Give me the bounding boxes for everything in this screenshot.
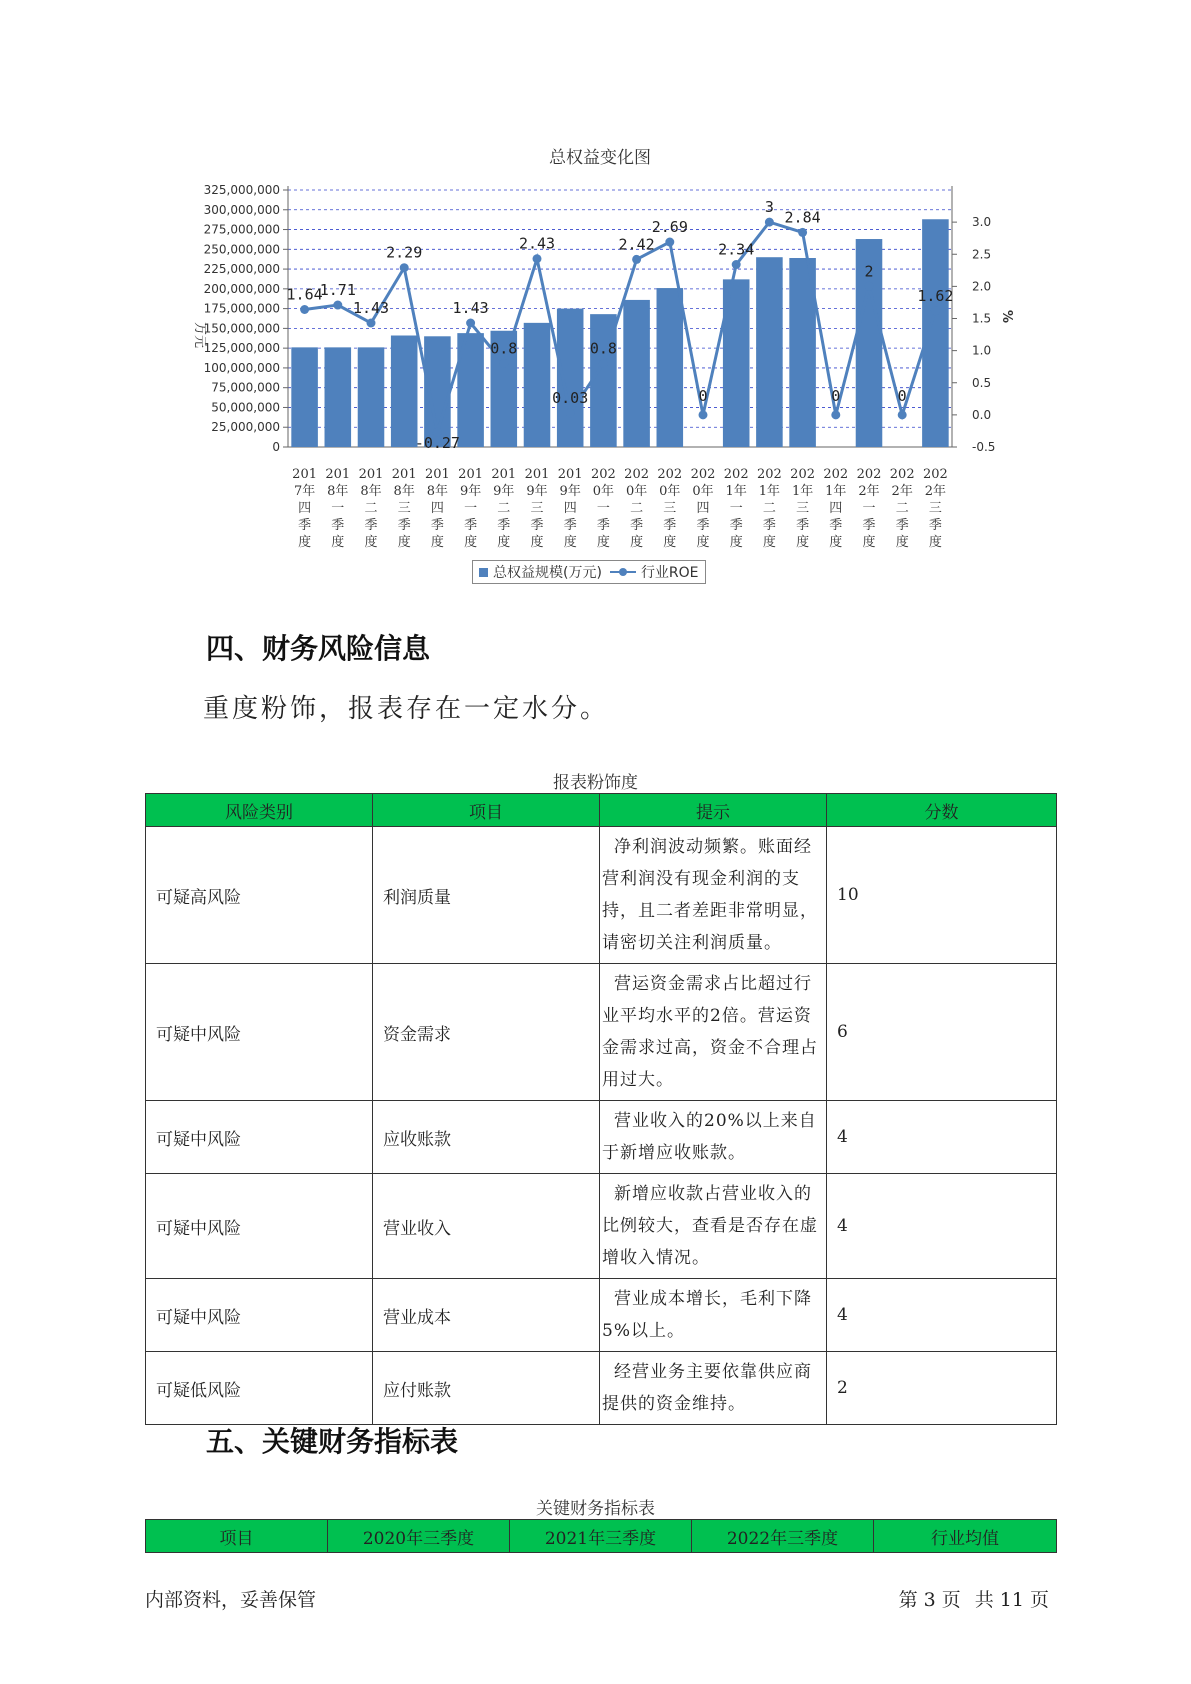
x-tick-label: 一 <box>729 501 743 516</box>
roe-point <box>765 218 774 227</box>
x-tick-label: 度 <box>630 535 644 550</box>
x-tick-label: 二 <box>630 501 644 516</box>
header-metric-item: 项目 <box>146 1520 328 1553</box>
roe-data-label: 2.34 <box>718 240 755 259</box>
section5-heading: 五、关键财务指标表 <box>206 1425 459 1458</box>
risk-score: 4 <box>827 1101 1057 1174</box>
metrics-table-header <box>146 1520 1057 1553</box>
x-tick-label: 季 <box>928 518 942 533</box>
x-tick-label: 201 <box>325 467 351 482</box>
x-tick-label: 度 <box>397 535 411 550</box>
roe-point <box>699 410 708 419</box>
x-tick-label: 四 <box>696 501 710 516</box>
x-tick-label: 201 <box>524 467 550 482</box>
x-tick-label: 201 <box>557 467 583 482</box>
x-tick-label: 1年 <box>825 484 847 499</box>
bar <box>391 336 418 447</box>
x-tick-label: 201 <box>491 467 517 482</box>
roe-data-label: 0 <box>698 386 708 405</box>
risk-category: 可疑中风险 <box>146 1174 373 1279</box>
x-tick-label: 201 <box>424 467 450 482</box>
risk-hint: 新增应收款占营业收入的比例较大，查看是否存在虚增收入情况。 <box>600 1174 827 1279</box>
x-tick-label: 一 <box>331 501 345 516</box>
x-tick-label: 202 <box>657 467 683 482</box>
x-tick-label: 202 <box>922 467 948 482</box>
left-axis-label: 万元 <box>192 322 207 349</box>
x-tick-label: 2年 <box>858 484 880 499</box>
left-tick-label: 0 <box>272 440 280 454</box>
x-tick-label: 四 <box>298 501 312 516</box>
x-tick-label: 度 <box>563 535 577 550</box>
footer-pagination <box>899 1585 1049 1612</box>
x-tick-label: 度 <box>696 535 710 550</box>
section4-heading: 四、财务风险信息 <box>206 632 431 665</box>
x-tick-label: 2年 <box>924 484 947 499</box>
legend-bar-label: 总权益规模(万元) <box>493 565 602 581</box>
risk-item: 利润质量 <box>373 827 600 964</box>
x-tick-label: 度 <box>762 535 776 550</box>
roe-point <box>831 410 840 419</box>
table-row <box>146 1352 1057 1425</box>
roe-data-label: 2.29 <box>386 243 423 262</box>
x-tick-label: 季 <box>497 518 511 533</box>
x-tick-label: 度 <box>331 535 345 550</box>
x-tick-label: 度 <box>862 535 876 550</box>
roe-point <box>367 318 376 327</box>
x-tick-label: 201 <box>358 467 384 482</box>
roe-point <box>931 306 940 315</box>
risk-item: 资金需求 <box>373 964 600 1101</box>
x-tick-label: 四 <box>430 501 444 516</box>
right-axis-label: % <box>999 310 1014 324</box>
x-tick-label: 季 <box>796 518 810 533</box>
roe-point <box>632 255 641 264</box>
risk-score: 2 <box>827 1352 1057 1425</box>
x-tick-label: 度 <box>364 535 378 550</box>
roe-data-label: 0 <box>897 386 907 405</box>
x-tick-label: 二 <box>497 501 511 516</box>
header-2022q3: 2022年三季度 <box>692 1520 874 1553</box>
legend-line-swatch <box>610 567 636 577</box>
right-tick-label: 3.0 <box>972 215 992 230</box>
header-score: 分数 <box>827 794 1057 827</box>
x-tick-label: 季 <box>364 518 378 533</box>
risk-item: 营业收入 <box>373 1174 600 1279</box>
roe-data-label: 0 <box>831 386 841 405</box>
x-tick-label: 二 <box>364 501 378 516</box>
roe-data-label: 1.43 <box>352 298 390 317</box>
footer-confidential: 内部资料，妥善保管 <box>145 1589 317 1611</box>
risk-category: 可疑中风险 <box>146 1279 373 1352</box>
x-tick-label: 一 <box>862 501 876 516</box>
x-tick-label: 季 <box>464 518 478 533</box>
footer-page: 第 3 页 <box>898 1589 961 1611</box>
header-item: 项目 <box>373 794 600 827</box>
bar <box>291 347 318 447</box>
x-tick-label: 季 <box>729 518 743 533</box>
x-tick-label: 三 <box>530 501 544 516</box>
roe-point <box>665 238 674 247</box>
x-tick-label: 二 <box>895 501 909 516</box>
bar <box>756 257 783 447</box>
x-tick-label: 8年 <box>426 484 449 499</box>
x-tick-label: 三 <box>796 501 810 516</box>
roe-data-label: 1.62 <box>917 286 954 305</box>
roe-point <box>865 282 874 291</box>
x-tick-label: 度 <box>464 535 478 550</box>
roe-point <box>533 254 542 263</box>
risk-score: 6 <box>827 964 1057 1101</box>
header-2020q3: 2020年三季度 <box>328 1520 510 1553</box>
risk-score: 4 <box>827 1174 1057 1279</box>
risk-item: 营业成本 <box>373 1279 600 1352</box>
roe-data-label: 0.8 <box>490 339 518 358</box>
roe-data-label: 2.42 <box>618 235 655 254</box>
roe-data-label: 0.8 <box>589 339 617 358</box>
roe-data-label: -0.27 <box>414 434 460 453</box>
right-tick-label: 1.0 <box>972 343 992 358</box>
right-tick-label: 0.5 <box>972 375 992 390</box>
x-tick-label: 度 <box>596 535 610 550</box>
left-tick-label: 225,000,000 <box>203 262 280 277</box>
roe-point <box>333 301 342 310</box>
table-row <box>146 1174 1057 1279</box>
x-tick-label: 四 <box>829 501 843 516</box>
x-tick-label: 季 <box>762 518 776 533</box>
header-industry-avg: 行业均值 <box>874 1520 1057 1553</box>
roe-point <box>400 263 409 272</box>
risk-score: 4 <box>827 1279 1057 1352</box>
risk-table <box>145 793 1057 1425</box>
roe-point <box>732 260 741 269</box>
risk-hint: 净利润波动频繁。账面经营利润没有现金利润的支持，且二者差距非常明显，请密切关注利润质量。 <box>600 827 827 964</box>
metrics-table-caption: 关键财务指标表 <box>536 1499 655 1519</box>
roe-point <box>300 305 309 314</box>
x-tick-label: 一 <box>596 501 610 516</box>
roe-data-label: 2.43 <box>518 234 556 253</box>
x-tick-label: 7年 <box>293 484 316 499</box>
risk-category: 可疑高风险 <box>146 827 373 964</box>
x-tick-label: 度 <box>298 535 312 550</box>
x-tick-label: 季 <box>397 518 411 533</box>
roe-point <box>566 408 575 417</box>
x-tick-label: 9年 <box>459 484 482 499</box>
footer-total: 共 11 页 <box>974 1589 1049 1611</box>
left-tick-label: 75,000,000 <box>211 380 280 395</box>
chart-title: 总权益变化图 <box>549 148 651 168</box>
x-tick-label: 2年 <box>891 484 913 499</box>
roe-point <box>599 359 608 368</box>
table-row <box>146 1279 1057 1352</box>
roe-point <box>798 228 807 237</box>
equity-chart <box>0 0 1191 560</box>
x-tick-label: 201 <box>292 467 318 482</box>
risk-category: 可疑中风险 <box>146 964 373 1101</box>
x-tick-label: 度 <box>530 535 544 550</box>
x-tick-label: 9年 <box>526 484 548 499</box>
right-tick-label: 1.5 <box>972 311 992 326</box>
roe-data-label: 2.69 <box>651 218 688 237</box>
x-tick-label: 201 <box>391 467 417 482</box>
risk-table-caption: 报表粉饰度 <box>553 773 638 793</box>
risk-category: 可疑中风险 <box>146 1101 373 1174</box>
x-tick-label: 202 <box>856 467 882 482</box>
x-tick-label: 1年 <box>758 484 781 499</box>
x-tick-label: 度 <box>729 535 743 550</box>
x-tick-label: 度 <box>928 535 942 550</box>
x-tick-label: 0年 <box>625 484 648 499</box>
left-tick-label: 275,000,000 <box>203 222 280 237</box>
left-tick-label: 25,000,000 <box>211 420 280 435</box>
x-tick-label: 9年 <box>559 484 581 499</box>
x-tick-label: 二 <box>762 501 776 516</box>
risk-item: 应付账款 <box>373 1352 600 1425</box>
left-tick-label: 325,000,000 <box>203 183 280 197</box>
left-tick-label: 100,000,000 <box>203 360 280 375</box>
x-tick-label: 度 <box>796 535 810 550</box>
right-tick-label: 0.0 <box>972 407 992 422</box>
risk-hint: 经营业务主要依靠供应商提供的资金维持。 <box>600 1352 827 1425</box>
left-tick-label: 125,000,000 <box>203 341 280 356</box>
x-tick-label: 度 <box>895 535 909 550</box>
right-tick-label: -0.5 <box>972 440 996 454</box>
roe-data-label: 0.03 <box>552 388 589 407</box>
x-tick-label: 季 <box>331 518 345 533</box>
x-tick-label: 度 <box>663 535 677 550</box>
x-tick-label: 9年 <box>493 484 515 499</box>
bar <box>657 288 684 447</box>
x-tick-label: 一 <box>464 501 478 516</box>
risk-hint: 营运资金需求占比超过行业平均水平的2倍。营运资金需求过高，资金不合理占用过大。 <box>600 964 827 1101</box>
chart-legend <box>472 560 706 584</box>
roe-data-label: 1.43 <box>452 298 489 317</box>
x-tick-label: 201 <box>458 467 484 482</box>
table-row <box>146 964 1057 1101</box>
x-tick-label: 1年 <box>791 484 814 499</box>
x-tick-label: 季 <box>430 518 444 533</box>
x-tick-label: 0年 <box>659 484 681 499</box>
risk-table-header <box>146 794 1057 827</box>
x-tick-label: 季 <box>829 518 843 533</box>
left-tick-label: 50,000,000 <box>211 400 280 415</box>
bar <box>325 347 352 447</box>
roe-data-label: 1.71 <box>319 281 356 300</box>
header-2021q3: 2021年三季度 <box>510 1520 692 1553</box>
risk-score: 10 <box>827 827 1057 964</box>
risk-hint: 营业收入的20%以上来自于新增应收账款。 <box>600 1101 827 1174</box>
table-row <box>146 1101 1057 1174</box>
roe-point <box>898 410 907 419</box>
bar <box>358 347 385 447</box>
risk-category: 可疑低风险 <box>146 1352 373 1425</box>
x-tick-label: 202 <box>723 467 749 482</box>
table-row <box>146 827 1057 964</box>
x-tick-label: 8年 <box>393 484 415 499</box>
roe-point <box>499 359 508 368</box>
x-tick-label: 202 <box>823 467 849 482</box>
header-hint: 提示 <box>600 794 827 827</box>
x-tick-label: 202 <box>756 467 782 482</box>
x-tick-label: 202 <box>624 467 650 482</box>
bar <box>557 309 584 447</box>
x-tick-label: 8年 <box>327 484 349 499</box>
legend-bar-swatch <box>479 568 488 577</box>
right-tick-label: 2.5 <box>972 247 992 262</box>
legend-line-label: 行业ROE <box>640 565 699 581</box>
x-tick-label: 季 <box>563 518 577 533</box>
x-tick-label: 8年 <box>360 484 382 499</box>
risk-hint: 营业成本增长，毛利下降5%以上。 <box>600 1279 827 1352</box>
x-tick-label: 0年 <box>692 484 714 499</box>
x-tick-label: 202 <box>690 467 716 482</box>
x-tick-label: 季 <box>630 518 644 533</box>
left-tick-label: 200,000,000 <box>203 281 280 296</box>
left-tick-label: 175,000,000 <box>203 301 280 316</box>
x-tick-label: 季 <box>663 518 677 533</box>
x-tick-label: 三 <box>397 501 411 516</box>
x-tick-label: 度 <box>829 535 843 550</box>
risk-summary: 重度粉饰，报表存在一定水分。 <box>203 694 610 724</box>
x-tick-label: 季 <box>895 518 909 533</box>
roe-data-label: 1.64 <box>286 285 323 304</box>
x-tick-label: 季 <box>696 518 710 533</box>
x-tick-label: 度 <box>497 535 511 550</box>
roe-point <box>466 318 475 327</box>
left-tick-label: 150,000,000 <box>203 321 280 336</box>
x-tick-label: 季 <box>530 518 544 533</box>
x-tick-label: 202 <box>889 467 915 482</box>
left-tick-label: 300,000,000 <box>203 202 280 217</box>
x-tick-label: 202 <box>590 467 616 482</box>
x-tick-label: 四 <box>563 501 577 516</box>
metrics-table <box>145 1519 1057 1553</box>
x-tick-label: 三 <box>663 501 677 516</box>
roe-data-label: 2 <box>864 262 874 281</box>
roe-data-label: 3 <box>764 198 774 217</box>
x-tick-label: 202 <box>790 467 816 482</box>
right-tick-label: 2.0 <box>972 279 992 294</box>
left-tick-label: 250,000,000 <box>203 242 280 257</box>
x-tick-label: 0年 <box>592 484 615 499</box>
x-tick-label: 度 <box>430 535 444 550</box>
x-tick-label: 季 <box>862 518 876 533</box>
x-tick-label: 季 <box>596 518 610 533</box>
bar <box>623 300 650 447</box>
header-category: 风险类别 <box>146 794 373 827</box>
bar <box>922 219 949 447</box>
roe-data-label: 2.84 <box>784 208 821 227</box>
x-tick-label: 季 <box>298 518 312 533</box>
x-tick-label: 三 <box>928 501 942 516</box>
x-tick-label: 1年 <box>725 484 747 499</box>
risk-item: 应收账款 <box>373 1101 600 1174</box>
bar <box>524 323 551 447</box>
